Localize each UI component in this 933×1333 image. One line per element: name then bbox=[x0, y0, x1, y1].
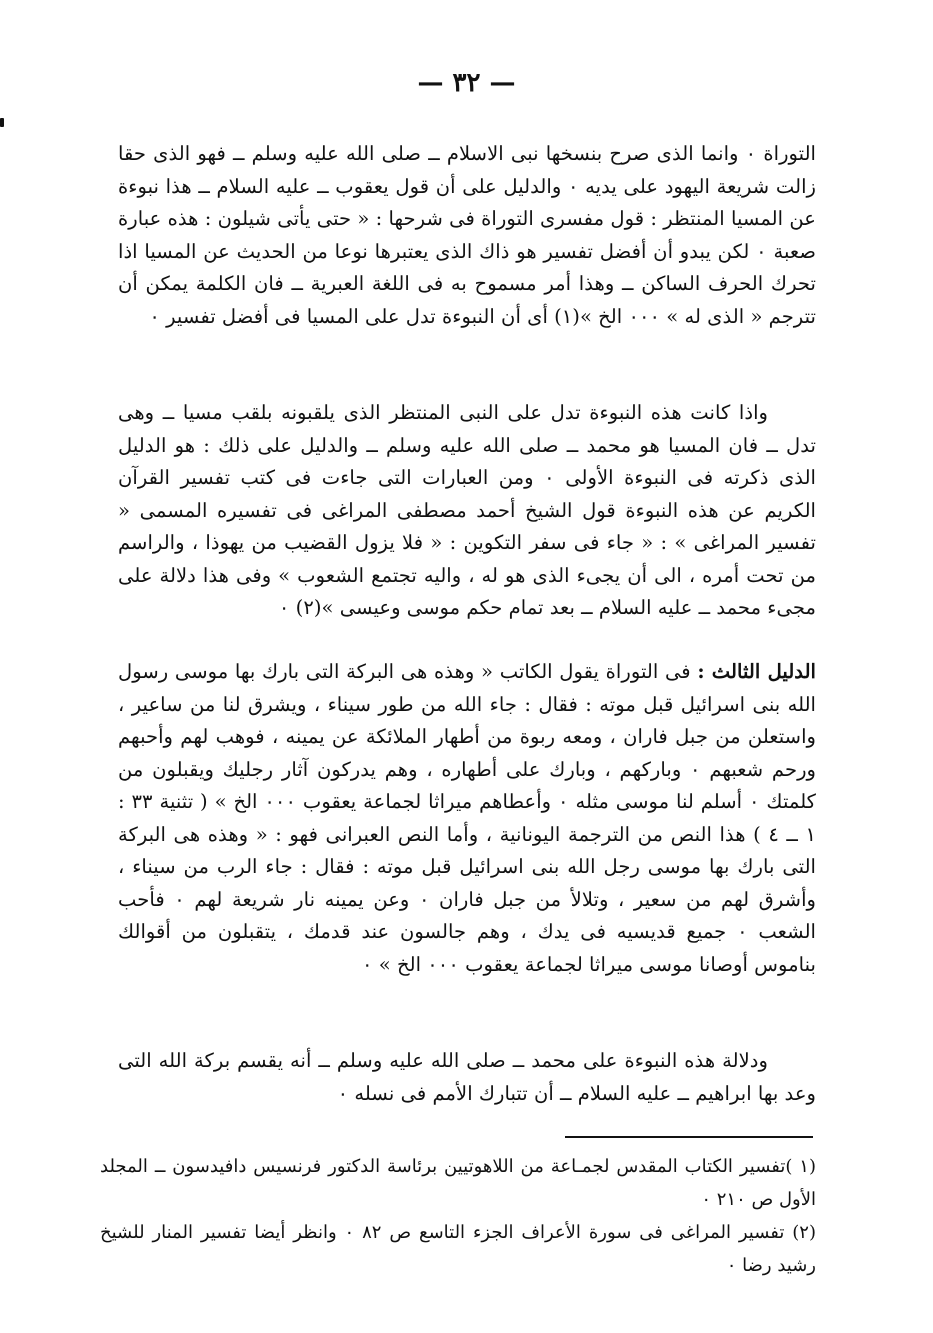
footnotes bbox=[100, 1150, 816, 1282]
paragraph-3-text: فى التوراة يقول الكاتب « وهذه هى البركة التى بارك بها موسى رسول الله بنى اسرائيل قبل موته : فقال : جاء الله من طور سيناء ، ويشرق لنا من ساعير ، واستعلن من جبل فاران ، ومعه ربوة من أطهار الملائكة عن يمينه ، فوهب لهم وأحبهم ورحم شعبهم ٠ وباركهم ، وبارك على أطهاره ، وهم يدركون آثار رجليك ويقبلون من كلمتك ٠ أسلم لنا موسى مثله ٠ وأعطاهم ميراثا لجماعة يعقوب ٠٠٠ الخ » ( تثنية ٣٣ : ١ ــ ٤ ) هذا النص من الترجمة اليونانية ، وأما النص العبرانى فهو : « وهذه هى البركة التى بارك بها موسى رجل الله بنى اسرائيل قبل موته : فقال : جاء الرب من سيناء ، وأشرق لهم من سعير ، وتلالأ من جبل فاران ٠ وعن يمينه نار شريعة لهم ٠ فأحب الشعب ٠ جميع قديسيه فى يدك ، وهم جالسون عند قدمك ، يتقبلون من أقوالك بناموس أوصانا موسى ميراثا لجماعة يعقوب ٠٠٠ الخ » ٠ bbox=[118, 660, 817, 976]
paragraph-4-text: ودلالة هذه النبوءة على محمد ــ صلى الله عليه وسلم ــ أنه يقسم بركة الله التى وعد بها ابراهيم ــ عليه السلام ــ أن تتبارك الأمم فى نسله ٠ bbox=[118, 1049, 816, 1105]
paragraph-2 bbox=[118, 397, 816, 625]
footnote-divider bbox=[565, 1136, 813, 1138]
paragraph-2-text: واذا كانت هذه النبوءة تدل على النبى المنتظر الذى يلقبونه بلقب مسيا ــ وهى تدل ــ فان المسيا هو محمد ــ صلى الله عليه وسلم ــ والدليل على ذلك : هو الدليل الذى ذكرته فى النبوءة الأولى ٠ ومن العبارات التى جاءت فى كتب تفسير القرآن الكريم عن هذه النبوءة قول الشيخ أحمد مصطفى المراغى فى تفسيره المسمى « تفسير المراغى » : « جاء فى سفر التكوين : « فلا يزول القضيب من يهوذا ، والراسم من تحت أمره ، الى أن يجىء الذى هو له ، واليه تجتمع الشعوب » وفى هذا دلالة على مجىء محمد ــ عليه السلام ــ بعد تمام حكم موسى وعيسى »(٢) ٠ bbox=[118, 401, 816, 619]
scan-edge-mark bbox=[0, 118, 4, 127]
footnote-2: (٢) تفسير المراغى فى سورة الأعراف الجزء التاسع ص ٨٢ ٠ وانظر أيضا تفسير المنار للشيخ رشيد رضا ٠ bbox=[100, 1222, 816, 1276]
paragraph-3 bbox=[118, 656, 816, 981]
section-heading-third-proof: الدليل الثالث : bbox=[697, 660, 816, 683]
paragraph-3-body bbox=[118, 656, 816, 981]
footnote-1: (١ )تفسير الكتاب المقدس لجمـاعة من اللاهوتيين برئاسة الدكتور فرنسيس دافيدسون ــ المجلد الأول ص ٢١٠ ٠ bbox=[100, 1156, 816, 1210]
paragraph-1 bbox=[118, 138, 816, 333]
paragraph-1-text: التوراة ٠ وانما الذى صرح بنسخها نبى الاسلام ــ صلى الله عليه وسلم ــ فهو الذى حقا زالت شريعة اليهود على يديه ٠ والدليل على أن قول يعقوب ــ عليه السلام ــ هذا نبوءة عن المسيا المنتظر : قول مفسرى التوراة فى شرحها : « حتى يأتى شيلون : هذه عبارة صعبة ٠ لكن يبدو أن أفضل تفسير هو ذاك الذى يعتبرها نوعا من الحديث عن المسيا اذا تحرك الحرف الساكن ــ وهذا أمر مسموح به فى اللغة العبرية ــ فان الكلمة يمكن أن تترجم « الذى له » ٠٠٠ الخ »(١) أى أن النبوءة تدل على المسيا فى أفضل تفسير ٠ bbox=[118, 142, 816, 328]
paragraph-4 bbox=[118, 1045, 816, 1110]
page-number: — ٣٢ — bbox=[417, 68, 516, 98]
